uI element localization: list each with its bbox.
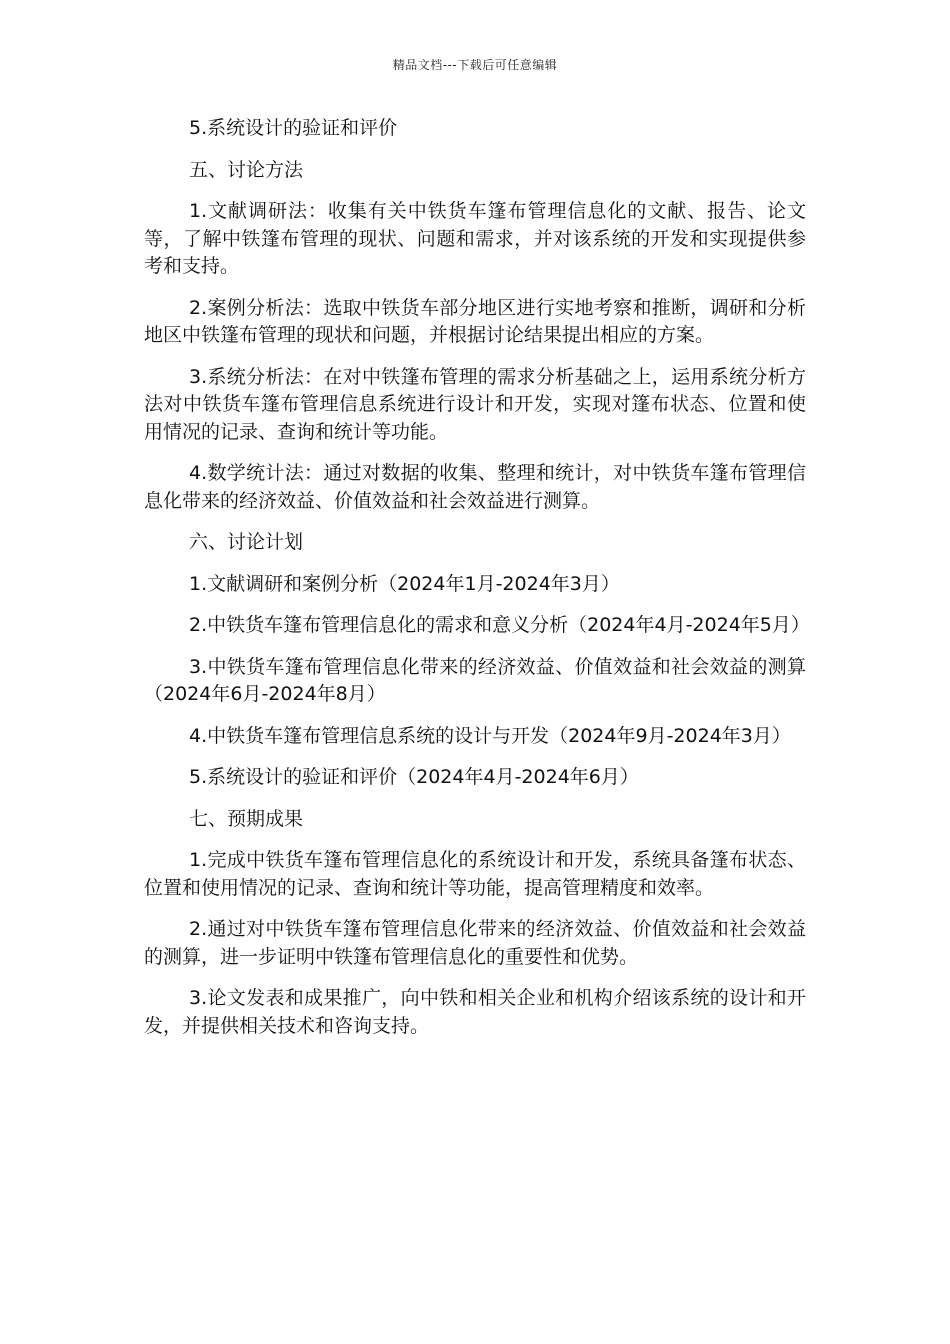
- method-literature-review: 1.文献调研法：收集有关中铁货车篷布管理信息化的文献、报告、论文等，了解中铁篷布管理的现状、问题和需求，并对该系统的开发和实现提供参考和支持。: [144, 200, 806, 277]
- plan-item-4: 4.中铁货车篷布管理信息系统的设计与开发（2024年9月-2024年3月）: [189, 724, 791, 747]
- plan-item-1: 1.文献调研和案例分析（2024年1月-2024年3月）: [189, 572, 620, 595]
- result-item-3: 3.论文发表和成果推广，向中铁和相关企业和机构介绍该系统的设计和开发，并提供相关技术和咨询支持。: [144, 987, 806, 1037]
- section-heading-research-plan: 六、讨论计划: [189, 531, 304, 553]
- plan-item-2: 2.中铁货车篷布管理信息化的需求和意义分析（2024年4月-2024年5月）: [189, 614, 810, 636]
- plan-item-5: 5.系统设计的验证和评价（2024年4月-2024年6月）: [189, 766, 639, 788]
- section-heading-research-methods: 五、讨论方法: [189, 158, 304, 181]
- list-item-system-validation: 5.系统设计的验证和评价: [189, 117, 398, 139]
- document-body: [144, 115, 810, 1054]
- page-header: 精品文档---下载后可任意编辑: [392, 58, 558, 72]
- section-heading-expected-results: 七、预期成果: [189, 807, 304, 830]
- plan-item-3: 3.中铁货车篷布管理信息化带来的经济效益、价值效益和社会效益的测算（2024年6月-2024年8月）: [144, 655, 806, 705]
- method-system-analysis: 3.系统分析法：在对中铁篷布管理的需求分析基础之上，运用系统分析方法对中铁货车篷布管理信息系统进行设计和开发，实现对篷布状态、位置和使用情况的记录、查询和统计等功能。: [144, 365, 806, 443]
- result-item-1: 1.完成中铁货车篷布管理信息化的系统设计和开发，系统具备篷布状态、位置和使用情况的记录、查询和统计等功能，提高管理精度和效率。: [144, 849, 806, 899]
- method-case-analysis: 2.案例分析法：选取中铁货车部分地区进行实地考察和推断，调研和分析地区中铁篷布管理的现状和问题，并根据讨论结果提出相应的方案。: [144, 296, 806, 346]
- method-statistics: 4.数学统计法：通过对数据的收集、整理和统计，对中铁货车篷布管理信息化带来的经济效益、价值效益和社会效益进行测算。: [144, 462, 806, 512]
- result-item-2: 2.通过对中铁货车篷布管理信息化带来的经济效益、价值效益和社会效益的测算，进一步证明中铁篷布管理信息化的重要性和优势。: [144, 918, 806, 968]
